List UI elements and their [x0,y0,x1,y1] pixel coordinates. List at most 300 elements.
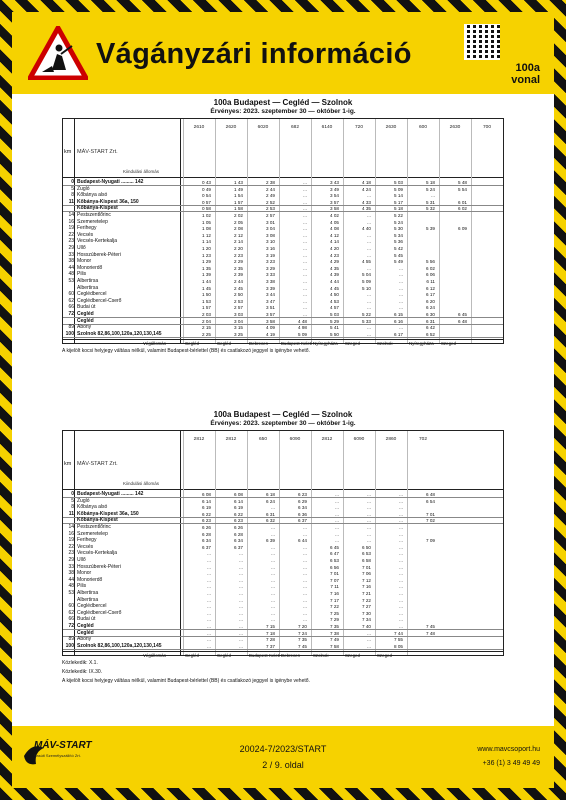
row-km: 48 [68,583,74,590]
row-time: ... [399,531,403,537]
row-time: ... [367,331,371,337]
row-time: 6 26 [234,525,243,530]
row-time: 6 22 [202,511,211,517]
row-time: ... [303,571,307,577]
row-time: 5 09 [362,279,371,284]
row-time: 2 12 [234,232,243,238]
row-station: Vecsés [77,231,94,238]
destination: Szeged [377,653,392,659]
destination: Végállomás [143,653,166,659]
row-km: 11 [68,510,74,517]
destination: Szolnok [377,341,393,347]
row-time: 1 49 [234,186,243,192]
row-station: Monorierdő [77,264,103,271]
row-station: Kőbánya alsó [77,192,108,199]
row-time: 6 42 [426,325,435,331]
header [12,12,554,94]
row-station: Üllő [77,245,86,251]
row-time: 4 05 [330,219,339,225]
row-time: 4 09 [266,325,275,331]
row-km: 19 [68,537,74,544]
row-time: 5 33 [362,318,371,324]
row-time: ... [303,193,307,199]
row-time: 1 58 [234,206,243,212]
row-station: Ceglédbercel [77,603,107,610]
row-time: 4 18 [362,180,371,185]
row-time: 7 16 [362,584,371,590]
row-time: 0 54 [202,193,211,199]
row-time: ... [207,610,211,616]
row-km: 29 [68,245,74,251]
row-time: ... [271,571,275,577]
table-row [63,331,503,338]
row-time: 3 38 [266,279,275,284]
row-time: ... [367,498,371,504]
row-time: 3 04 [234,318,243,324]
row-station: Ferihegy [77,225,97,232]
operator: MÁV-START Zrt. [77,461,118,467]
row-km: 53 [68,590,74,596]
row-time: ... [399,551,403,557]
destination: Szeged [345,653,360,659]
row-time: 7 49 [330,637,339,643]
row-time: 7 11 [330,584,339,590]
row-km: 60 [68,291,74,298]
row-km: 44 [68,264,74,271]
row-time: ... [367,239,371,245]
row-time: ... [271,610,275,616]
row-station: Monor [77,570,92,577]
row-time: ... [399,564,403,570]
row-station: Albertirsa [77,284,99,291]
row-time: ... [239,610,243,616]
row-time: ... [207,643,211,649]
row-time: ... [399,298,403,304]
destination: Budapest-Keleti [281,341,312,347]
row-time: ... [303,551,307,557]
row-time: 3 04 [266,226,275,232]
row-time: 6 20 [426,298,435,304]
row-time: 7 45 [426,624,435,629]
row-time: ... [207,637,211,643]
row-time: 6 45 [330,544,339,550]
table1-title: 100a Budapest — Cegléd — Szolnok [213,98,353,107]
row-time: 1 29 [202,259,211,265]
row-time: 4 19 [266,331,275,337]
row-time: 4 14 [330,239,339,245]
row-time: 6 37 [298,518,307,524]
table1-valid: Érvényes: 2023. szeptember 30 — október 1-ig. [210,108,356,115]
row-time: 6 24 [266,498,275,504]
row-km: 44 [68,576,74,583]
row-km: 62 [68,297,74,304]
row-time: 1 20 [202,246,211,251]
train-number: 2610 [193,125,205,130]
row-time: 3 08 [266,232,275,238]
destination: Cegléd [185,341,199,347]
row-time: ... [239,577,243,583]
row-time: 2 57 [234,305,243,311]
row-time: 6 08 [234,492,243,497]
train-number: 2812 [193,437,205,442]
row-km: 19 [68,225,74,232]
row-time: 0 58 [202,206,211,212]
row-station: Monor [77,258,92,265]
row-time: ... [239,630,243,636]
row-time: 6 01 [458,199,467,205]
row-station: Ceglédbercel [77,291,107,298]
row-time: 7 22 [362,597,371,603]
row-time: ... [367,492,371,497]
row-time: 4 02 [330,213,339,218]
row-km: 89 [68,324,74,331]
row-time: 7 27 [362,604,371,610]
train-number: 2812 [225,437,237,442]
train-number: 720 [354,125,363,130]
row-time: 2 50 [234,292,243,298]
row-time: 5 39 [426,226,435,232]
row-time: 2 02 [234,213,243,218]
row-km: 0 [71,491,74,497]
row-time: 2 44 [234,279,243,284]
row-time: 1 57 [234,199,243,205]
row-time: 5 41 [330,325,339,331]
row-time: ... [399,584,403,590]
row-station: Kőbánya-Kispest [77,517,118,524]
row-time: ... [303,577,307,583]
row-time: 6 24 [426,305,435,311]
row-time: 3 47 [266,298,275,304]
row-time: 6 14 [234,498,243,504]
row-time: 3 44 [266,292,275,298]
row-time: ... [303,584,307,590]
row-time: 5 24 [426,186,435,192]
row-time: 1 53 [202,298,211,304]
row-time: ... [303,610,307,616]
row-time: 4 50 [330,292,339,298]
row-time: 6 53 [330,558,339,563]
train-number: 6020 [257,125,269,130]
table1-note: A kijelölt kocsi helyjegy váltása nélkül, valamint Budapest-bérlettel (BB) és csatlakozó jeggyel is igénybe vehető. [62,348,310,354]
row-time: 5 14 [394,193,403,199]
train-number: 6140 [321,125,333,130]
phone-number: +36 (1) 3 49 49 49 [482,760,540,767]
row-time: ... [335,531,339,537]
row-time: ... [303,525,307,530]
train-number: 6090 [353,437,365,442]
row-time: 6 34 [202,538,211,544]
row-time: ... [239,558,243,563]
row-time: 7 45 [298,643,307,649]
row-time: 5 03 [330,312,339,317]
row-time: ... [367,252,371,258]
row-time: ... [399,538,403,544]
train-number: 2860 [385,437,397,442]
row-time: 7 18 [266,630,275,636]
row-time: ... [367,637,371,643]
row-km: 5 [71,185,74,192]
row-time: 7 29 [330,617,339,623]
row-station: Ceglédbercel-Cserő [77,297,122,304]
row-time: 4 29 [330,259,339,265]
row-km: 33 [68,251,74,258]
train-number: 2620 [225,125,237,130]
row-time: 6 18 [266,492,275,497]
row-station: Szemeretelep [77,218,108,225]
row-time: ... [303,206,307,212]
row-km: 22 [68,543,74,550]
row-time: 2 15 [202,325,211,331]
row-time: 2 52 [266,199,275,205]
row-time: ... [303,279,307,284]
row-time: ... [399,558,403,563]
row-time: ... [207,630,211,636]
qr-code[interactable] [464,24,500,60]
destination: Debrecen [249,341,269,347]
row-time: 3 10 [266,239,275,245]
row-station: Abony [77,636,92,643]
row-time: 3 39 [266,285,275,291]
row-km: 89 [68,636,74,643]
row-time: 5 22 [394,213,403,218]
row-km: 72 [68,311,74,317]
row-time: 6 52 [426,331,435,337]
row-time: 3 54 [330,193,339,199]
row-time: ... [239,597,243,603]
row-time: ... [399,525,403,530]
row-time: 4 57 [330,305,339,311]
destination: Nyíregyháza [409,341,434,347]
km-header: km [64,461,72,467]
row-time: ... [399,511,403,517]
row-time: ... [303,591,307,596]
row-time: 6 53 [362,551,371,557]
row-time: 6 28 [234,531,243,537]
row-time: 2 45 [234,285,243,291]
row-time: ... [239,624,243,629]
row-time: 7 58 [330,643,339,649]
row-time: 7 24 [298,630,307,636]
destination: Szeged [345,341,360,347]
row-time: ... [207,617,211,623]
row-station: Zugló [77,185,90,192]
row-time: 6 09 [458,226,467,232]
row-time: ... [303,564,307,570]
row-time: ... [303,219,307,225]
row-station: Budapest-Nyugati ......... 142 [77,179,144,185]
row-time: 2 53 [266,206,275,212]
row-time: 4 39 [330,272,339,278]
row-time: ... [207,604,211,610]
row-time: 7 37 [266,643,275,649]
row-time: ... [271,564,275,570]
website-link[interactable]: www.mavcsoport.hu [477,746,540,753]
row-time: 7 17 [330,597,339,603]
row-time: 7 25 [330,610,339,616]
row-time: 5 30 [394,226,403,232]
row-station: Vecsés-Kertekalja [77,238,118,245]
row-time: 7 30 [362,610,371,616]
line-label [511,62,540,86]
destination: Szolnok [313,653,329,659]
row-time: 2 04 [202,318,211,324]
row-time: 6 34 [298,505,307,511]
row-time: 6 36 [298,511,307,517]
row-time: 2 25 [202,331,211,337]
line-number: 100a [515,62,540,74]
row-time: ... [271,584,275,590]
row-time: ... [367,246,371,251]
row-station: Ceglédbercel-Cserő [77,609,122,616]
table2-valid: Érvényes: 2023. szeptember 30 — október 1-ig. [210,420,356,427]
row-time: 1 23 [202,252,211,258]
row-station: Abony [77,324,92,331]
row-time: 1 50 [202,292,211,298]
row-station: Budai út [77,304,96,311]
row-time: ... [207,551,211,557]
row-time: ... [399,279,403,284]
row-time: ... [367,643,371,649]
destination: Cegléd [185,653,199,659]
row-time: ... [399,624,403,629]
row-station: Üllő [77,557,86,563]
row-time: 0 49 [202,186,211,192]
row-time: ... [239,551,243,557]
row-time: ... [335,511,339,517]
row-time: ... [367,511,371,517]
row-time: 7 21 [362,591,371,596]
row-station: Pestszentlőrinc [77,524,111,530]
row-time: ... [399,577,403,583]
km-header: km [64,149,72,155]
row-time: 3 43 [330,180,339,185]
row-time: 1 57 [202,305,211,311]
row-time: 6 31 [266,511,275,517]
row-time: 3 01 [266,219,275,225]
row-time: ... [303,312,307,317]
row-station: Monorierdő [77,576,103,583]
row-time: 1 45 [202,285,211,291]
row-time: 5 32 [426,206,435,212]
row-time: 2 29 [234,259,243,265]
destination-row [63,651,503,658]
row-time: 3 33 [266,272,275,278]
row-station: Vecsés [77,543,94,550]
row-time: 2 20 [234,246,243,251]
row-time: 1 39 [202,272,211,278]
row-time: 6 47 [330,551,339,557]
row-time: ... [399,597,403,603]
row-time: 6 23 [234,518,243,524]
row-time: ... [399,265,403,271]
row-time: ... [303,259,307,265]
row-km: 66 [68,616,74,623]
row-time: ... [303,604,307,610]
row-time: 5 18 [426,180,435,185]
train-number: 650 [258,437,267,442]
row-time: ... [335,498,339,504]
row-time: ... [303,298,307,304]
row-time: ... [399,272,403,278]
row-time: 2 44 [266,186,275,192]
row-station: Kőbánya-Kispest 36a, 150 [77,510,139,517]
row-time: 1 44 [202,279,211,284]
row-time: 2 39 [234,272,243,278]
row-time: ... [335,525,339,530]
row-time: 4 98 [298,325,307,331]
destination: Szeged [441,341,456,347]
row-time: ... [367,298,371,304]
table2-note-2: Közlekedik: IX.30. [62,669,103,675]
row-time: 0 43 [202,180,211,185]
row-station: Szolnok 82,86,100,120a,120,130,145 [77,330,162,337]
row-station: Pilis [77,271,87,278]
row-time: 6 37 [234,544,243,550]
row-time: 6 19 [234,505,243,511]
row-time: ... [303,226,307,232]
row-km: 14 [68,212,74,218]
destination-row [63,339,503,346]
document-code: 20024-7/2023/START [239,744,327,754]
row-time: ... [271,551,275,557]
row-time: 7 09 [426,538,435,544]
row-time: 7 28 [266,637,275,643]
row-time: ... [367,219,371,225]
row-station: Vecsés-Kertekalja [77,550,118,557]
row-station: Pestszentlőrinc [77,212,111,218]
row-time: 5 34 [394,232,403,238]
row-time: 7 20 [298,624,307,629]
train-number: 600 [418,125,427,130]
row-time: ... [399,610,403,616]
row-time: 6 06 [426,272,435,278]
row-time: ... [303,213,307,218]
row-time: 6 34 [234,538,243,544]
page-content [12,12,554,788]
row-time: 3 29 [266,265,275,271]
row-km: 100 [65,642,74,649]
row-km: 22 [68,231,74,238]
row-time: ... [303,232,307,238]
row-time: 3 58 [330,206,339,212]
row-time: 5 10 [362,285,371,291]
row-station: Cegléd [77,311,94,317]
row-time: 8 05 [394,643,403,649]
row-time: 4 08 [330,226,339,232]
train-number: 682 [290,125,299,130]
row-time: 6 54 [426,498,435,504]
row-time: 7 35 [330,624,339,629]
row-time: 3 57 [330,199,339,205]
row-station: Pilis [77,583,87,590]
row-time: 2 53 [234,298,243,304]
line-word: vonal [511,74,540,86]
row-time: 4 12 [330,232,339,238]
destination: Nyíregyháza [313,341,338,347]
row-time: 6 17 [394,331,403,337]
row-time: 2 23 [234,252,243,258]
destination: Budapest-Keleti [249,653,280,659]
roadwork-warning-icon [28,26,88,80]
row-station: Cegléd [77,317,94,324]
row-time: ... [367,505,371,511]
row-time: 1 02 [202,213,211,218]
row-time: 5 54 [458,186,467,192]
row-time: ... [303,180,307,185]
row-time: ... [367,193,371,199]
row-station: Cegléd [77,629,94,636]
row-time: 7 15 [266,624,275,629]
